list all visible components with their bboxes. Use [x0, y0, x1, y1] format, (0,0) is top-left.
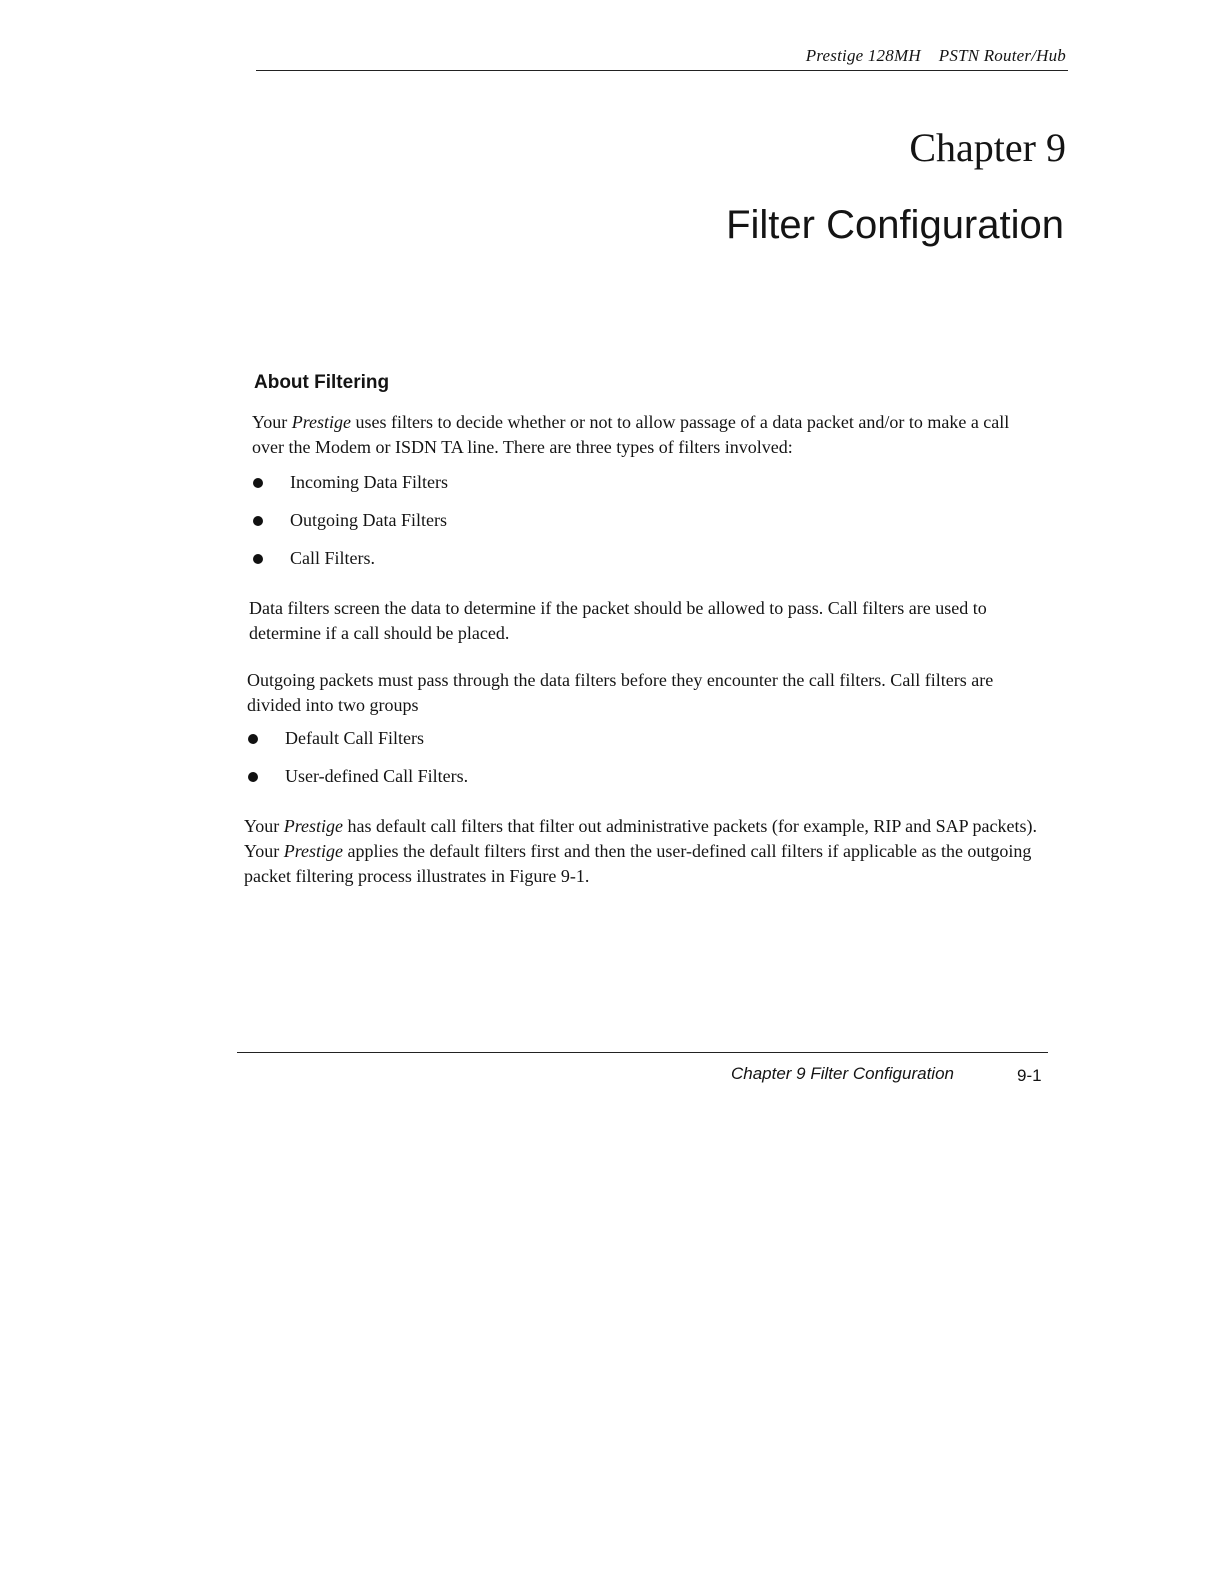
running-header	[256, 44, 1068, 71]
closing-text-middle: has default call filters that filter out administrative packets (for example, RIP and SAP packets). Your	[244, 816, 1037, 861]
list-item	[253, 470, 1044, 508]
list-item	[248, 764, 1044, 802]
chapter-title: Filter Configuration	[726, 203, 1064, 247]
intro-product-name: Prestige	[291, 412, 352, 432]
list-item-text: Outgoing Data Filters	[290, 510, 447, 530]
list-item	[248, 726, 1044, 764]
call-filter-groups-list	[248, 726, 1044, 802]
list-item-text: Incoming Data Filters	[290, 472, 448, 492]
header-device: PSTN Router/Hub	[938, 46, 1066, 65]
page-body	[244, 372, 1044, 899]
list-item	[253, 508, 1044, 546]
running-header-text	[806, 46, 1066, 66]
footer-rule	[237, 1052, 1048, 1053]
chapter-number: Chapter 9	[909, 125, 1066, 170]
data-filters-paragraph: Data filters screen the data to determine if the packet should be allowed to pass. Call filters are used to determine if a call should be placed.	[249, 598, 987, 643]
list-item-text: Default Call Filters	[285, 728, 424, 748]
bullet-icon	[253, 554, 263, 564]
intro-paragraph	[252, 410, 1044, 460]
section-heading: About Filtering	[254, 372, 390, 393]
closing-product-name-2: Prestige	[283, 841, 344, 861]
list-item-text: User-defined Call Filters.	[285, 766, 469, 786]
bullet-icon	[253, 478, 263, 488]
outgoing-paragraph: Outgoing packets must pass through the data filters before they encounter the call filters. Call filters are divided into two groups	[247, 670, 994, 715]
bullet-icon	[248, 772, 258, 782]
closing-paragraph	[244, 814, 1044, 889]
filter-types-list	[253, 470, 1044, 584]
closing-text-end: applies the default filters first and then the user-defined call filters if applicable as the outgoing packet filtering process illustrates in Figure 9-1.	[244, 841, 1032, 886]
list-item	[253, 546, 1044, 584]
intro-text-end: uses filters to decide whether or not to allow passage of a data packet and/or to make a call over the Modem or ISDN TA line. There are three types of filters involved:	[252, 412, 1010, 457]
intro-text-start: Your	[252, 412, 292, 432]
page-number: 9-1	[1017, 1066, 1042, 1085]
bullet-icon	[253, 516, 263, 526]
closing-text-start: Your	[244, 816, 284, 836]
list-item-text: Call Filters.	[290, 548, 375, 568]
header-product: Prestige 128MH	[805, 46, 921, 65]
footer-chapter-label: Chapter 9 Filter Configuration	[730, 1064, 954, 1083]
bullet-icon	[248, 734, 258, 744]
closing-product-name: Prestige	[283, 816, 344, 836]
